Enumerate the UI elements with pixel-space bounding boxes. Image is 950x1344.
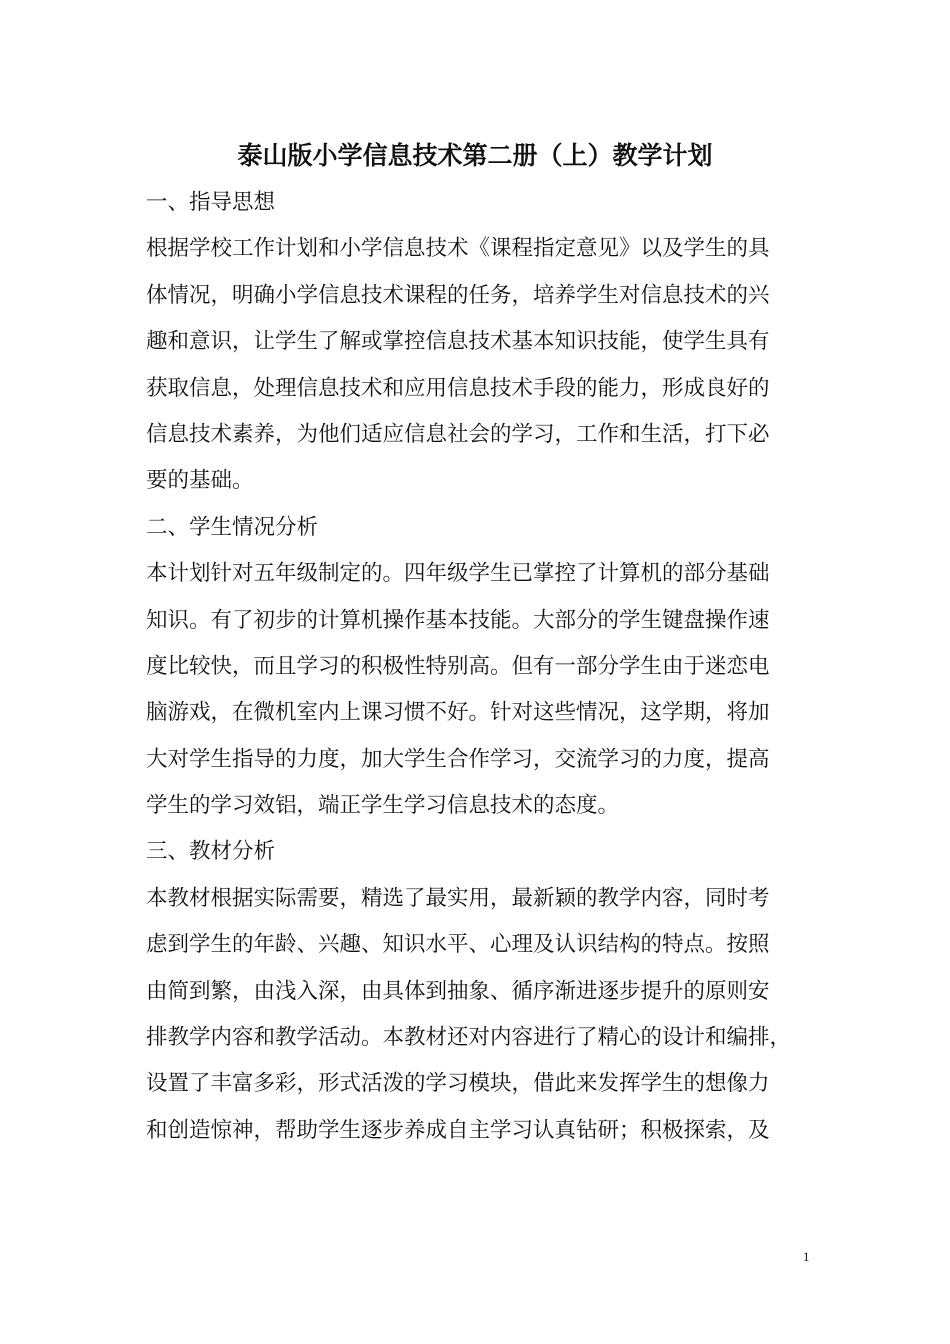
body-line: 趣和意识，让学生了解或掌控信息技术基本知识技能，使学生具有 xyxy=(146,329,770,355)
body-line: 本教材根据实际需要，精选了最实用，最新颖的教学内容，同时考 xyxy=(146,885,770,911)
body-line: 要的基础。 xyxy=(146,468,254,494)
body-line: 体情况，明确小学信息技术课程的任务，培养学生对信息技术的兴 xyxy=(146,282,770,308)
body-line: 学生的学习效铝，端正学生学习信息技术的态度。 xyxy=(146,793,620,819)
section-heading-textbook-analysis: 三、教材分析 xyxy=(146,839,276,865)
body-line: 度比较快，而且学习的积极性特别高。但有一部分学生由于迷恋电 xyxy=(146,653,770,679)
body-line: 排教学内容和教学活动。本教材还对内容进行了精心的设计和编排， xyxy=(146,1025,792,1051)
body-line: 由简到繁，由浅入深，由具体到抽象、循序渐进逐步提升的原则安 xyxy=(146,978,770,1004)
body-line: 虑到学生的年龄、兴趣、知识水平、心理及认识结构的特点。按照 xyxy=(146,932,770,958)
body-line: 脑游戏，在微机室内上课习惯不好。针对这些情况，这学期，将加 xyxy=(146,700,770,726)
body-line: 根据学校工作计划和小学信息技术《课程指定意见》以及学生的具 xyxy=(146,236,770,262)
section-heading-guiding-ideology: 一、指导思想 xyxy=(146,190,276,215)
body-line: 知识。有了初步的计算机操作基本技能。大部分的学生键盘操作速 xyxy=(146,607,770,633)
document-title: 泰山版小学信息技术第二册（上）教学计划 xyxy=(237,141,713,170)
section-heading-student-analysis: 二、学生情况分析 xyxy=(146,514,319,540)
body-line: 获取信息，处理信息技术和应用信息技术手段的能力，形成良好的 xyxy=(146,375,770,401)
body-line: 本计划针对五年级制定的。四年级学生已掌控了计算机的部分基础 xyxy=(146,561,770,587)
body-line: 信息技术素养，为他们适应信息社会的学习，工作和生活，打下必 xyxy=(146,421,770,447)
body-line: 大对学生指导的力度，加大学生合作学习，交流学习的力度，提高 xyxy=(146,746,770,772)
page-number: 1 xyxy=(803,1249,810,1264)
body-line: 和创造惊神，帮助学生逐步养成自主学习认真钻研；积极探索，及 xyxy=(146,1117,770,1143)
document-body xyxy=(146,180,816,1154)
body-line: 设置了丰富多彩，形式活泼的学习模块，借此来发挥学生的想像力 xyxy=(146,1071,770,1097)
